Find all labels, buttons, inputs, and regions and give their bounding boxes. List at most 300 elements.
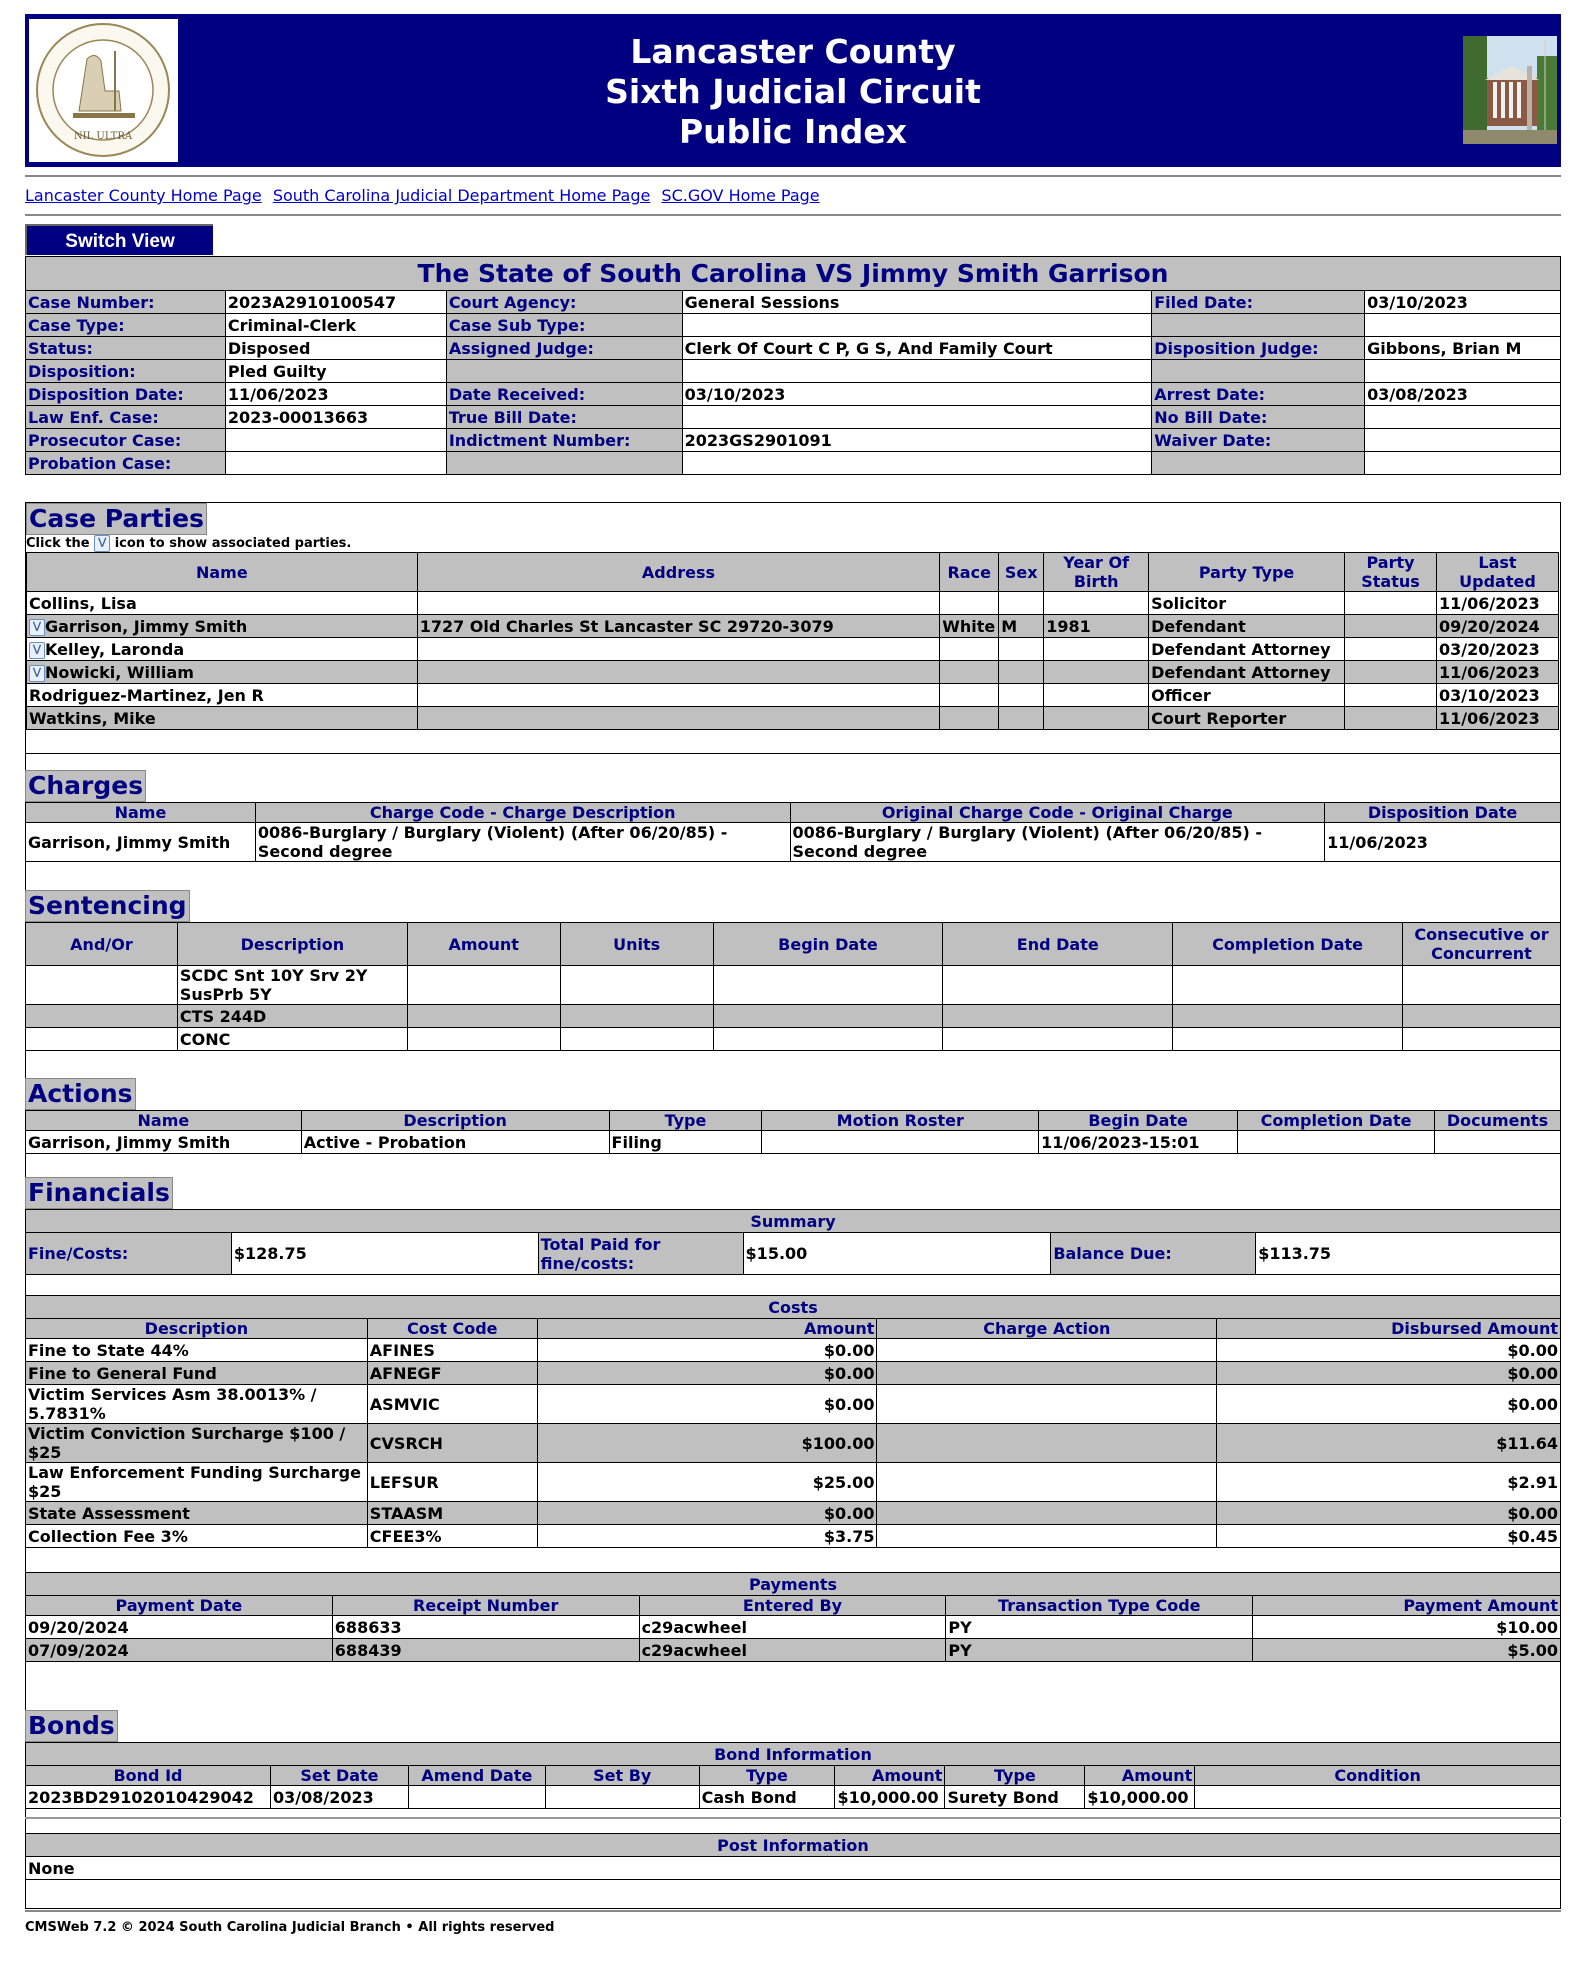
column-header: Motion Roster [762,1111,1039,1131]
party-yob [1044,707,1149,730]
column-header: Last Updated [1436,553,1558,592]
actions-table [25,1110,1561,1154]
cost-row-cell: $0.00 [1217,1385,1561,1424]
summary-label: Total Paid for fine/costs: [538,1233,743,1275]
switch-view-button[interactable]: Switch View [25,224,213,255]
party-type: Solicitor [1149,592,1345,615]
party-status [1345,638,1437,661]
party-type: Defendant [1149,615,1345,638]
cost-row-cell: $0.00 [537,1362,877,1385]
case-field-label [1152,360,1365,383]
case-field-value [682,406,1152,429]
charge-row-cell: Garrison, Jimmy Smith [26,823,256,862]
cost-row-cell: $0.00 [537,1385,877,1424]
bonds-table [25,1742,1561,1809]
column-header: Amount [537,1319,877,1339]
action-row-cell: 11/06/2023-15:01 [1039,1131,1238,1154]
sentencing-heading: Sentencing [25,890,190,922]
payment-row-cell: c29acwheel [639,1639,946,1662]
post-information-value: None [26,1857,1561,1880]
actions-section [25,1078,1561,1154]
case-field-value: General Sessions [682,291,1152,314]
party-name-cell [27,615,418,638]
summary-value: $15.00 [743,1233,1051,1275]
case-field-value [225,452,446,475]
case-detail-row [26,360,1561,383]
party-updated: 11/06/2023 [1436,707,1558,730]
bond-row-cell: 03/08/2023 [270,1786,408,1809]
cost-row-cell: AFNEGF [367,1362,537,1385]
case-title: The State of South Carolina VS Jimmy Smith Garrison [26,257,1561,291]
sentence-row-cell [407,966,560,1005]
case-field-label: Disposition Judge: [1152,337,1365,360]
column-header: Disbursed Amount [1217,1319,1561,1339]
charge-row [26,823,1561,862]
column-header: Name [27,553,418,592]
case-field-label: Law Enf. Case: [26,406,226,429]
cost-row [26,1362,1561,1385]
column-header: Units [560,923,713,966]
party-address: 1727 Old Charles St Lancaster SC 29720-3079 [417,615,940,638]
case-field-label: Date Received: [446,383,682,406]
cost-row-cell: Law Enforcement Funding Surcharge $25 [26,1463,368,1502]
cost-row-cell [877,1339,1217,1362]
expand-associated-parties-icon[interactable]: ⋁ [29,619,45,636]
sentence-row [26,966,1561,1005]
summary-label: Balance Due: [1051,1233,1256,1275]
party-type: Court Reporter [1149,707,1345,730]
sentence-row-cell: CTS 244D [177,1005,407,1028]
financials-heading: Financials [25,1177,173,1209]
cost-row-cell: $0.00 [1217,1339,1561,1362]
party-type: Officer [1149,684,1345,707]
cost-row [26,1424,1561,1463]
case-field-label: No Bill Date: [1152,406,1365,429]
title-line-3: Public Index [678,112,908,151]
column-header: End Date [943,923,1173,966]
sentencing-section [25,890,1561,1051]
party-name-cell [27,684,418,707]
post-information-heading: Post Information [26,1834,1561,1857]
payment-row-cell: 688439 [332,1639,639,1662]
case-field-label: Waiver Date: [1152,429,1365,452]
cost-row-cell [877,1362,1217,1385]
column-header: Payment Date [26,1596,333,1616]
charge-row-cell: 0086-Burglary / Burglary (Violent) (After 06/20/85) - Second degree [255,823,790,862]
sentence-row-cell [26,1005,178,1028]
cost-row-cell: STAASM [367,1502,537,1525]
cost-row-cell: $0.45 [1217,1525,1561,1548]
case-field-value: Clerk Of Court C P, G S, And Family Court [682,337,1152,360]
party-name: Garrison, Jimmy Smith [45,616,248,636]
hint-text-after: icon to show associated parties. [114,536,352,551]
party-updated: 11/06/2023 [1436,661,1558,684]
sentence-row-cell [1403,1028,1561,1051]
party-name-cell [27,661,418,684]
action-row-cell: Filing [609,1131,762,1154]
bond-row [26,1786,1561,1809]
column-header: Documents [1434,1111,1560,1131]
sentence-row-cell [943,966,1173,1005]
party-status [1345,661,1437,684]
case-field-label: Status: [26,337,226,360]
case-field-value: 03/08/2023 [1365,383,1561,406]
column-header: Entered By [639,1596,946,1616]
action-row [26,1131,1561,1154]
party-yob: 1981 [1044,615,1149,638]
column-header: Charge Code - Charge Description [255,803,790,823]
case-field-label [1152,452,1365,475]
party-status [1345,684,1437,707]
column-header: Name [26,1111,302,1131]
action-row-cell [762,1131,1039,1154]
case-field-value [682,452,1152,475]
summary-value: $113.75 [1256,1233,1561,1275]
action-row-cell [1238,1131,1435,1154]
party-name-cell [27,638,418,661]
case-field-label: Court Agency: [446,291,682,314]
party-type: Defendant Attorney [1149,638,1345,661]
case-field-value: Disposed [225,337,446,360]
cost-row-cell: State Assessment [26,1502,368,1525]
case-field-value [1365,452,1561,475]
case-field-value: 03/10/2023 [1365,291,1561,314]
party-row [27,684,1559,707]
action-row-cell: Garrison, Jimmy Smith [26,1131,302,1154]
link-sc-judicial-department-home[interactable]: South Carolina Judicial Department Home Page [272,186,651,205]
party-updated: 09/20/2024 [1436,615,1558,638]
courthouse-photo [1463,36,1557,144]
bond-row-cell [408,1786,545,1809]
sentence-row-cell [26,1028,178,1051]
link-lancaster-county-home[interactable]: Lancaster County Home Page [25,186,262,205]
party-yob [1044,638,1149,661]
cost-row-cell [877,1502,1217,1525]
case-field-label [1152,314,1365,337]
case-parties-section [25,502,1561,754]
case-detail-row [26,314,1561,337]
cost-row-cell: $0.00 [537,1339,877,1362]
party-name: Collins, Lisa [29,593,137,613]
party-sex [999,661,1044,684]
party-name: Nowicki, William [45,662,194,682]
sentencing-table [25,922,1561,1051]
financial-summary-table [25,1209,1561,1275]
sentence-row-cell [713,966,943,1005]
case-field-label: Assigned Judge: [446,337,682,360]
action-row-cell: Active - Probation [301,1131,609,1154]
payment-row-cell: 688633 [332,1616,639,1639]
charge-row-cell: 0086-Burglary / Burglary (Violent) (After 06/20/85) - Second degree [790,823,1325,862]
case-field-label: Probation Case: [26,452,226,475]
case-parties-table [26,552,1559,730]
column-header: Type [609,1111,762,1131]
expand-icon: ⋁ [94,535,110,552]
hint-text-before: Click the [26,536,90,551]
column-header: Amount [835,1766,945,1786]
divider [25,175,1561,177]
case-field-label: Disposition Date: [26,383,226,406]
bond-row-cell: Surety Bond [945,1786,1085,1809]
title-line-1: Lancaster County [630,32,956,71]
party-name-cell [27,592,418,615]
case-field-value [682,360,1152,383]
column-header: Description [26,1319,368,1339]
party-sex: M [999,615,1044,638]
actions-heading: Actions [25,1078,136,1110]
divider [25,214,1561,216]
bond-row-cell: Cash Bond [699,1786,835,1809]
case-field-value: 2023-00013663 [225,406,446,429]
party-row [27,592,1559,615]
column-header: Completion Date [1173,923,1403,966]
case-detail-row [26,406,1561,429]
case-detail-row [26,383,1561,406]
site-title [25,32,1561,152]
cost-row-cell: $11.64 [1217,1424,1561,1463]
party-race [940,684,999,707]
summary-heading: Summary [26,1210,1561,1233]
column-header: Begin Date [713,923,943,966]
case-field-value: 2023A2910100547 [225,291,446,314]
sentence-row-cell [943,1005,1173,1028]
case-field-label: Filed Date: [1152,291,1365,314]
cost-row-cell [877,1463,1217,1502]
case-field-label: True Bill Date: [446,406,682,429]
sentence-row-cell [560,1028,713,1051]
column-header: Receipt Number [332,1596,639,1616]
case-field-label [446,452,682,475]
case-field-value [1365,406,1561,429]
column-header: Charge Action [877,1319,1217,1339]
case-field-value [682,314,1152,337]
party-sex [999,707,1044,730]
party-yob [1044,661,1149,684]
sentence-row-cell [1173,966,1403,1005]
column-header: Completion Date [1238,1111,1435,1131]
party-race [940,592,999,615]
bond-row-cell: 2023BD29102010429042 [26,1786,271,1809]
sentence-row-cell [1173,1028,1403,1051]
party-status [1345,615,1437,638]
sentence-row-cell [943,1028,1173,1051]
party-status [1345,707,1437,730]
column-header: Set By [545,1766,699,1786]
column-header: Party Status [1345,553,1437,592]
party-yob [1044,592,1149,615]
cost-row-cell [877,1424,1217,1463]
payment-row-cell: c29acwheel [639,1616,946,1639]
column-header: Set Date [270,1766,408,1786]
cost-row-cell: CFEE3% [367,1525,537,1548]
column-header: Address [417,553,940,592]
action-row-cell [1434,1131,1560,1154]
svg-text:NIL ULTRA: NIL ULTRA [73,131,133,142]
link-sc-gov-home[interactable]: SC.GOV Home Page [661,186,820,205]
party-race: White [940,615,999,638]
cost-row-cell: $0.00 [1217,1502,1561,1525]
column-header: Condition [1195,1766,1561,1786]
cost-row-cell: Fine to State 44% [26,1339,368,1362]
sentence-row-cell [560,1005,713,1028]
parties-hint [26,535,1560,552]
bond-row-cell [1195,1786,1561,1809]
cost-row-cell: $2.91 [1217,1463,1561,1502]
party-name-cell [27,707,418,730]
cost-row-cell: ASMVIC [367,1385,537,1424]
case-field-value [1365,314,1561,337]
case-field-value [1365,360,1561,383]
sentence-row-cell [713,1005,943,1028]
column-header: Type [699,1766,835,1786]
cost-row-cell: Collection Fee 3% [26,1525,368,1548]
party-race [940,661,999,684]
case-details-table [25,256,1561,475]
case-field-value: Criminal-Clerk [225,314,446,337]
party-yob [1044,684,1149,707]
column-header: Consecutive or Concurrent [1403,923,1561,966]
payment-row-cell: $5.00 [1253,1639,1561,1662]
post-information-table [25,1833,1561,1880]
divider [25,1910,1561,1912]
case-field-value: 2023GS2901091 [682,429,1152,452]
sentence-row-cell [407,1028,560,1051]
payment-row-cell: 09/20/2024 [26,1616,333,1639]
cost-row-cell: Victim Services Asm 38.0013% / 5.7831% [26,1385,368,1424]
header-banner [25,14,1561,167]
cost-row-cell: Victim Conviction Surcharge $100 / $25 [26,1424,368,1463]
column-header: Race [940,553,999,592]
cost-row-cell: $100.00 [537,1424,877,1463]
cost-row [26,1385,1561,1424]
payments-table [25,1572,1561,1662]
bond-row-cell: $10,000.00 [835,1786,945,1809]
title-line-2: Sixth Judicial Circuit [605,72,981,111]
party-race [940,638,999,661]
cost-row-cell: $25.00 [537,1463,877,1502]
cost-row-cell: CVSRCH [367,1424,537,1463]
column-header: Original Charge Code - Original Charge [790,803,1325,823]
case-field-label: Case Number: [26,291,226,314]
party-row [27,638,1559,661]
case-parties-heading: Case Parties [26,503,207,535]
party-race [940,707,999,730]
party-row [27,707,1559,730]
cost-row-cell: AFINES [367,1339,537,1362]
expand-associated-parties-icon[interactable]: ⋁ [29,665,45,682]
party-name: Rodriguez-Martinez, Jen R [29,685,264,705]
cost-row [26,1339,1561,1362]
party-updated: 03/20/2023 [1436,638,1558,661]
case-field-value [225,429,446,452]
charge-row-cell: 11/06/2023 [1325,823,1561,862]
case-field-value: 11/06/2023 [225,383,446,406]
column-header: Amend Date [408,1766,545,1786]
cost-row-cell: LEFSUR [367,1463,537,1502]
party-address [417,638,940,661]
payments-heading: Payments [26,1573,1561,1596]
sentence-row-cell [1173,1005,1403,1028]
sentence-row-cell: SCDC Snt 10Y Srv 2Y SusPrb 5Y [177,966,407,1005]
column-header: Type [945,1766,1085,1786]
costs-table [25,1295,1561,1548]
column-header: Party Type [1149,553,1345,592]
party-name: Watkins, Mike [29,708,156,728]
party-type: Defendant Attorney [1149,661,1345,684]
sentence-row-cell [1403,1005,1561,1028]
charges-table [25,802,1561,862]
expand-associated-parties-icon[interactable]: ⋁ [29,642,45,659]
sentence-row-cell [1403,966,1561,1005]
cost-row-cell: Fine to General Fund [26,1362,368,1385]
column-header: Description [177,923,407,966]
column-header: Name [26,803,256,823]
case-field-label: Prosecutor Case: [26,429,226,452]
sentence-row-cell [713,1028,943,1051]
case-detail-row [26,452,1561,475]
bond-row-cell: $10,000.00 [1085,1786,1195,1809]
case-field-label: Arrest Date: [1152,383,1365,406]
sentence-row-cell [407,1005,560,1028]
party-address [417,592,940,615]
case-detail-row [26,291,1561,314]
sentence-row-cell [26,966,178,1005]
column-header: Payment Amount [1253,1596,1561,1616]
party-address [417,684,940,707]
party-address [417,707,940,730]
summary-value: $128.75 [231,1233,538,1275]
column-header: Sex [999,553,1044,592]
financials-section [25,1177,1561,1662]
cost-row [26,1463,1561,1502]
party-row [27,615,1559,638]
payment-row [26,1639,1561,1662]
party-sex [999,638,1044,661]
party-row [27,661,1559,684]
case-field-value: 03/10/2023 [682,383,1152,406]
column-header: Transaction Type Code [946,1596,1253,1616]
party-sex [999,684,1044,707]
column-header: Disposition Date [1325,803,1561,823]
bonds-heading: Bonds [25,1710,118,1742]
case-field-value: Gibbons, Brian M [1365,337,1561,360]
cost-row-cell: $0.00 [537,1502,877,1525]
summary-label: Fine/Costs: [26,1233,232,1275]
cost-row [26,1502,1561,1525]
cost-row-cell: $3.75 [537,1525,877,1548]
payment-row [26,1616,1561,1639]
bond-information-heading: Bond Information [26,1743,1561,1766]
case-field-label: Case Type: [26,314,226,337]
party-status [1345,592,1437,615]
payment-row-cell: PY [946,1639,1253,1662]
payment-row-cell: $10.00 [1253,1616,1561,1639]
party-updated: 03/10/2023 [1436,684,1558,707]
column-header: Begin Date [1039,1111,1238,1131]
footer-copyright: CMSWeb 7.2 © 2024 South Carolina Judicial Branch • All rights reserved [25,1920,555,1935]
party-name: Kelley, Laronda [45,639,185,659]
case-detail-row [26,429,1561,452]
charges-heading: Charges [25,770,146,802]
case-field-label: Disposition: [26,360,226,383]
column-header: Amount [1085,1766,1195,1786]
external-links [25,186,826,205]
case-field-value [1365,429,1561,452]
column-header: And/Or [26,923,178,966]
column-header: Description [301,1111,609,1131]
party-sex [999,592,1044,615]
bond-row-cell [545,1786,699,1809]
